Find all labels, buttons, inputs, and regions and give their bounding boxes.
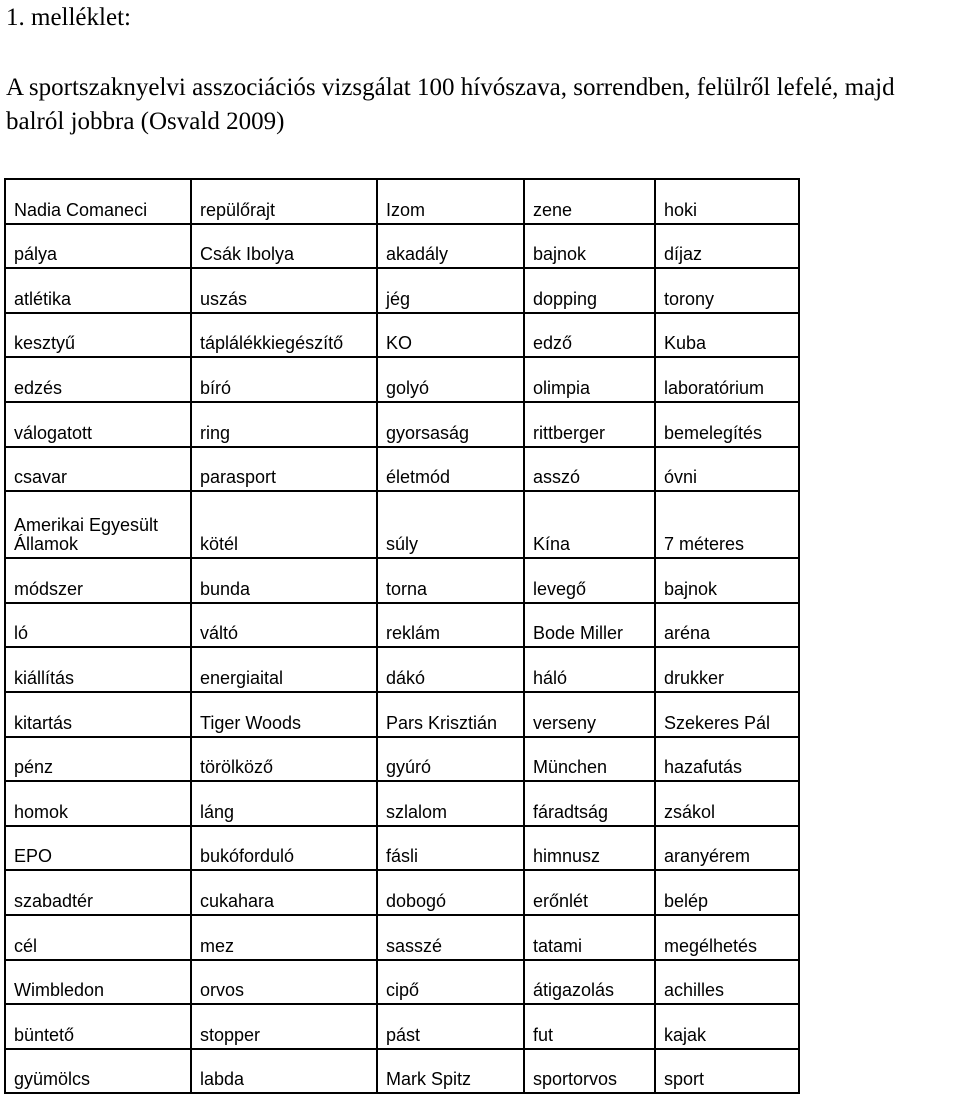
table-row xyxy=(5,558,799,603)
table-row xyxy=(5,268,799,313)
word-cell: bajnok xyxy=(524,224,655,269)
word-cell: sportorvos xyxy=(524,1049,655,1094)
word-cell: homok xyxy=(5,781,191,826)
word-cell: uszás xyxy=(191,268,377,313)
word-cell: tatami xyxy=(524,915,655,960)
word-cell: edző xyxy=(524,313,655,358)
word-cell: aranyérem xyxy=(655,826,799,871)
word-cell: energiaital xyxy=(191,647,377,692)
word-cell: módszer xyxy=(5,558,191,603)
word-cell: csavar xyxy=(5,447,191,492)
word-cell: golyó xyxy=(377,357,524,402)
word-cell: olimpia xyxy=(524,357,655,402)
word-cell: verseny xyxy=(524,692,655,737)
word-cell: EPO xyxy=(5,826,191,871)
word-cell: aréna xyxy=(655,603,799,648)
word-cell: szabadtér xyxy=(5,870,191,915)
table-row xyxy=(5,1049,799,1094)
word-cell: Nadia Comaneci xyxy=(5,179,191,224)
trigger-words-table xyxy=(4,178,800,1094)
word-cell: achilles xyxy=(655,960,799,1005)
word-cell: repülőrajt xyxy=(191,179,377,224)
word-cell: pást xyxy=(377,1004,524,1049)
word-cell: megélhetés xyxy=(655,915,799,960)
word-cell: háló xyxy=(524,647,655,692)
word-cell: Szekeres Pál xyxy=(655,692,799,737)
word-cell: sport xyxy=(655,1049,799,1094)
table-row xyxy=(5,915,799,960)
word-cell: átigazolás xyxy=(524,960,655,1005)
word-cell: Kuba xyxy=(655,313,799,358)
word-cell: edzés xyxy=(5,357,191,402)
word-cell: kiállítás xyxy=(5,647,191,692)
appendix-heading: 1. melléklet: xyxy=(6,4,131,31)
word-cell: büntető xyxy=(5,1004,191,1049)
word-cell: orvos xyxy=(191,960,377,1005)
table-row xyxy=(5,357,799,402)
word-cell: díjaz xyxy=(655,224,799,269)
table-row xyxy=(5,870,799,915)
word-cell: belép xyxy=(655,870,799,915)
word-cell: rittberger xyxy=(524,402,655,447)
word-cell: dopping xyxy=(524,268,655,313)
table-row xyxy=(5,491,799,558)
word-cell: akadály xyxy=(377,224,524,269)
word-cell: kajak xyxy=(655,1004,799,1049)
word-cell: Mark Spitz xyxy=(377,1049,524,1094)
word-cell: zsákol xyxy=(655,781,799,826)
word-cell: dobogó xyxy=(377,870,524,915)
word-cell: 7 méteres xyxy=(655,491,799,558)
word-cell: torna xyxy=(377,558,524,603)
word-cell: bíró xyxy=(191,357,377,402)
word-cell: atlétika xyxy=(5,268,191,313)
word-cell: fut xyxy=(524,1004,655,1049)
word-cell: pénz xyxy=(5,737,191,782)
word-cell: drukker xyxy=(655,647,799,692)
word-cell: életmód xyxy=(377,447,524,492)
word-cell: Csák Ibolya xyxy=(191,224,377,269)
word-cell: bajnok xyxy=(655,558,799,603)
word-cell: gyúró xyxy=(377,737,524,782)
word-cell: fásli xyxy=(377,826,524,871)
table-row xyxy=(5,224,799,269)
word-cell: bukóforduló xyxy=(191,826,377,871)
word-cell: Bode Miller xyxy=(524,603,655,648)
word-cell: törölköző xyxy=(191,737,377,782)
table-row xyxy=(5,647,799,692)
table-row xyxy=(5,313,799,358)
table-row xyxy=(5,402,799,447)
word-cell: himnusz xyxy=(524,826,655,871)
word-cell: jég xyxy=(377,268,524,313)
word-cell: cukahara xyxy=(191,870,377,915)
word-cell: táplálékkiegészítő xyxy=(191,313,377,358)
table-row xyxy=(5,737,799,782)
word-cell: laboratórium xyxy=(655,357,799,402)
table-caption: A sportszaknyelvi asszociációs vizsgálat 100 hívószava, sorrendben, felülről lefelé, majd balról jobbra (Osvald 2009) xyxy=(6,74,895,135)
word-cell: kitartás xyxy=(5,692,191,737)
word-cell: kesztyű xyxy=(5,313,191,358)
word-cell: Pars Krisztián xyxy=(377,692,524,737)
word-cell: München xyxy=(524,737,655,782)
word-cell: cipő xyxy=(377,960,524,1005)
table-row xyxy=(5,781,799,826)
table-row xyxy=(5,603,799,648)
word-cell: ring xyxy=(191,402,377,447)
word-cell: gyorsaság xyxy=(377,402,524,447)
word-cell: bunda xyxy=(191,558,377,603)
word-cell: sasszé xyxy=(377,915,524,960)
word-cell: parasport xyxy=(191,447,377,492)
word-cell: pálya xyxy=(5,224,191,269)
word-cell: erőnlét xyxy=(524,870,655,915)
table-row xyxy=(5,692,799,737)
word-cell: labda xyxy=(191,1049,377,1094)
word-cell: óvni xyxy=(655,447,799,492)
table-row xyxy=(5,179,799,224)
word-cell: bemelegítés xyxy=(655,402,799,447)
word-cell: mez xyxy=(191,915,377,960)
word-cell: dákó xyxy=(377,647,524,692)
word-cell: váltó xyxy=(191,603,377,648)
word-cell: ló xyxy=(5,603,191,648)
word-cell: levegő xyxy=(524,558,655,603)
word-cell: hoki xyxy=(655,179,799,224)
table-row xyxy=(5,447,799,492)
word-cell: Izom xyxy=(377,179,524,224)
word-cell: válogatott xyxy=(5,402,191,447)
word-cell: gyümölcs xyxy=(5,1049,191,1094)
word-cell: Wimbledon xyxy=(5,960,191,1005)
table-row xyxy=(5,1004,799,1049)
word-cell: stopper xyxy=(191,1004,377,1049)
word-cell: asszó xyxy=(524,447,655,492)
word-cell: szlalom xyxy=(377,781,524,826)
word-cell: torony xyxy=(655,268,799,313)
word-cell: súly xyxy=(377,491,524,558)
table-row xyxy=(5,826,799,871)
word-cell: cél xyxy=(5,915,191,960)
word-cell: KO xyxy=(377,313,524,358)
word-cell: reklám xyxy=(377,603,524,648)
word-cell: kötél xyxy=(191,491,377,558)
word-cell: hazafutás xyxy=(655,737,799,782)
word-cell: Tiger Woods xyxy=(191,692,377,737)
word-cell: zene xyxy=(524,179,655,224)
trigger-words-body xyxy=(5,179,799,1093)
word-cell: láng xyxy=(191,781,377,826)
table-row xyxy=(5,960,799,1005)
word-cell: Amerikai Egyesült Államok xyxy=(5,491,191,558)
word-cell: Kína xyxy=(524,491,655,558)
word-cell: fáradtság xyxy=(524,781,655,826)
